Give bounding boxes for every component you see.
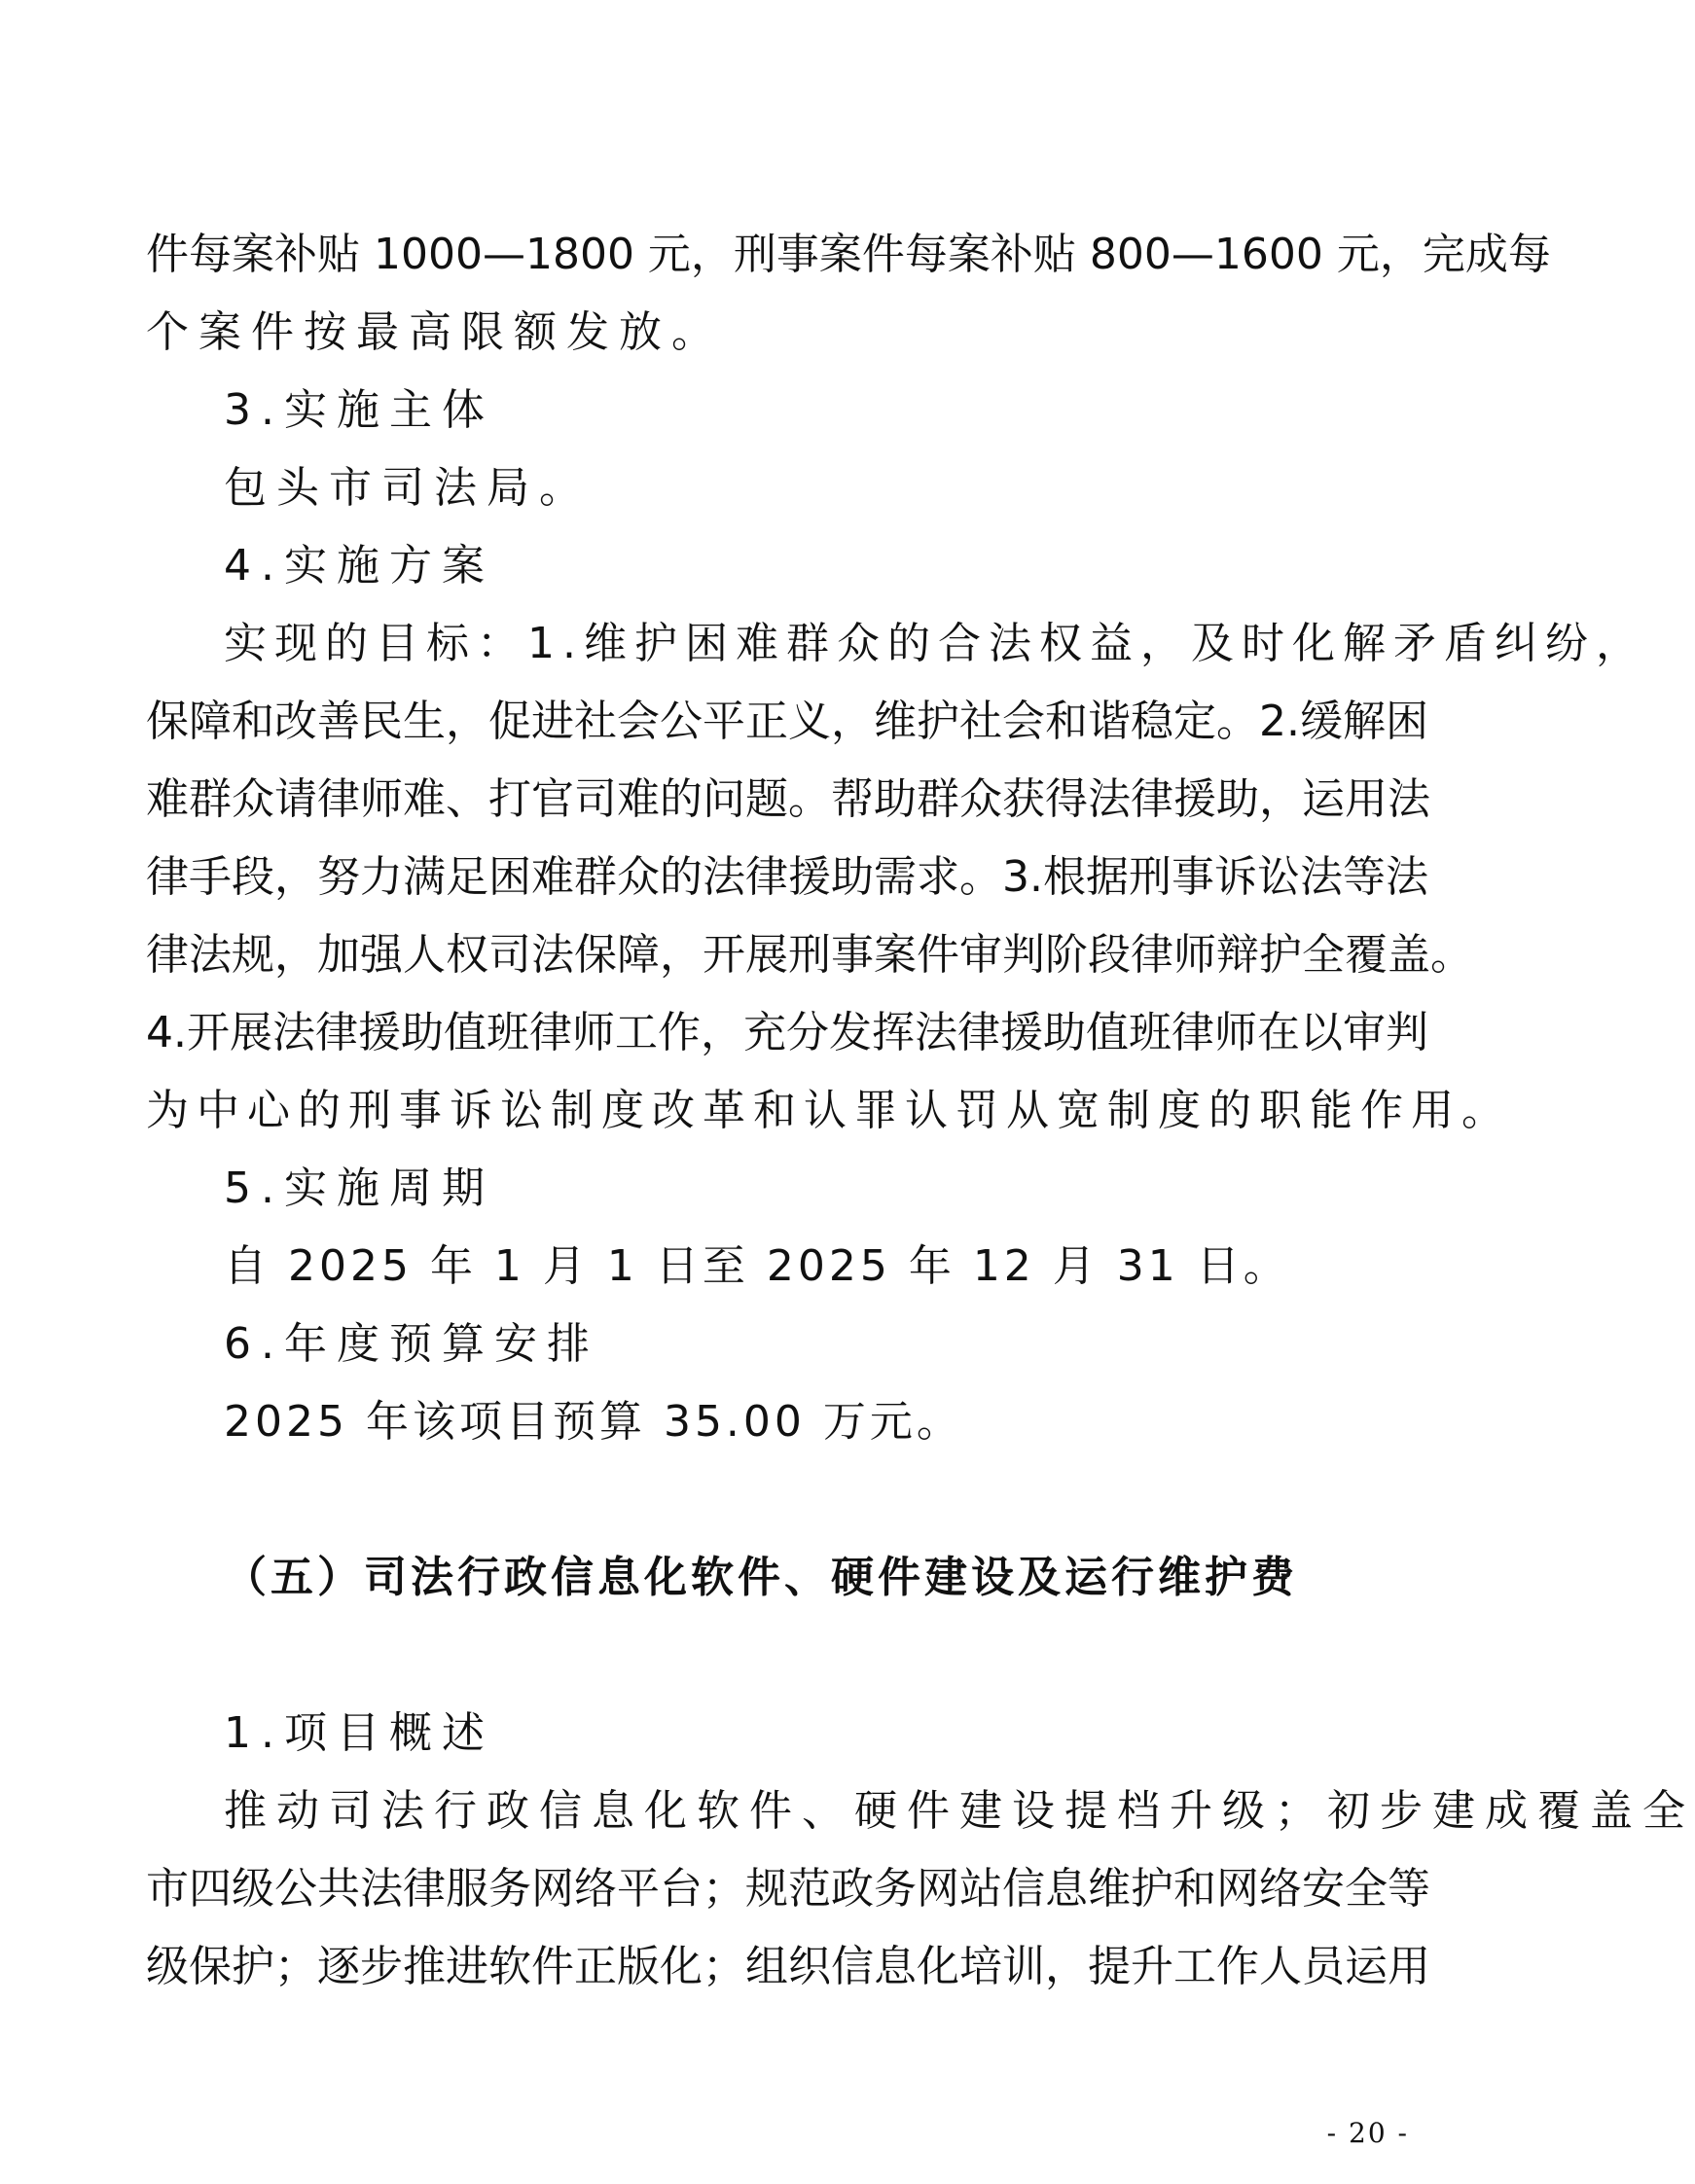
subheading-overview: 1.项目概述: [224, 1708, 494, 1758]
body-line: 推动司法行政信息化软件、硬件建设提档升级；初步建成覆盖全: [224, 1786, 1695, 1836]
subheading-budget: 6.年度预算安排: [224, 1319, 599, 1369]
body-line: 2025 年该项目预算 35.00 万元。: [224, 1397, 963, 1447]
body-line: 保障和改善民生，促进社会公平正义，维护社会和谐稳定。2.缓解困: [146, 697, 1428, 746]
body-line: 件每案补贴 1000—1800 元，刑事案件每案补贴 800—1600 元，完成每: [146, 230, 1551, 279]
body-line: 包头市司法局。: [224, 463, 592, 513]
body-line: 律手段，努力满足困难群众的法律援助需求。3.根据刑事诉讼法等法: [146, 852, 1428, 902]
page-number: - 20 -: [1326, 2117, 1409, 2149]
body-line: 市四级公共法律服务网络平台；规范政务网站信息维护和网络安全等: [146, 1864, 1430, 1914]
body-line: 难群众请律师难、打官司难的问题。帮助群众获得法律援助，运用法: [146, 774, 1430, 824]
subheading-implementer: 3.实施主体: [224, 385, 494, 435]
subheading-plan: 4.实施方案: [224, 541, 494, 591]
section-heading: （五）司法行政信息化软件、硬件建设及运行维护费: [224, 1553, 1298, 1602]
body-line: 为中心的刑事诉讼制度改革和认罪认罚从宽制度的职能作用。: [146, 1086, 1512, 1135]
body-line: 级保护；逐步推进软件正版化；组织信息化培训，提升工作人员运用: [146, 1942, 1430, 1991]
subheading-period: 5.实施周期: [224, 1164, 494, 1213]
body-line: 个案件按最高限额发放。: [146, 307, 724, 357]
body-line: 4.开展法律援助值班律师工作，充分发挥法律援助值班律师在以审判: [146, 1008, 1428, 1057]
body-line: 自 2025 年 1 月 1 日至 2025 年 12 月 31 日。: [224, 1241, 1290, 1291]
body-line: 律法规，加强人权司法保障，开展刑事案件审判阶段律师辩护全覆盖。: [146, 930, 1473, 980]
body-line: 实现的目标：1.维护困难群众的合法权益，及时化解矛盾纠纷，: [224, 619, 1646, 668]
